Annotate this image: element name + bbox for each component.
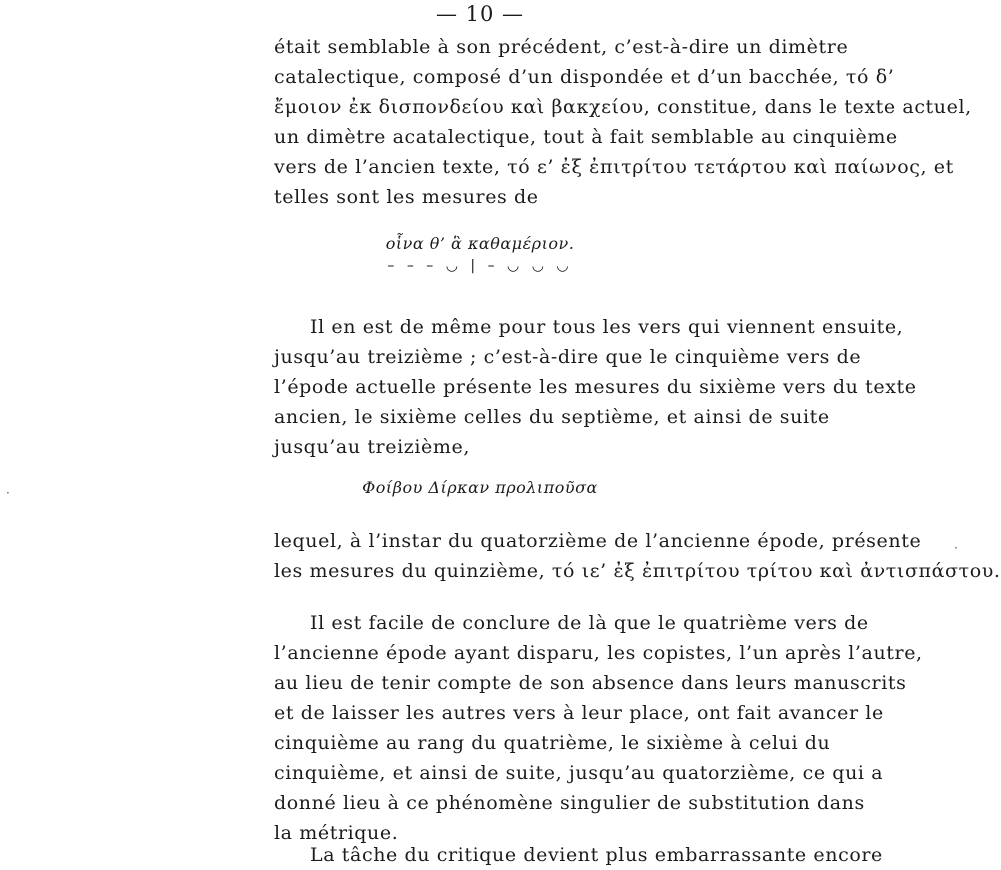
paragraph-1-line: ἔμοιον ἐκ δισπονδείου καὶ βακχείου, constitue, dans le texte actuel, <box>274 96 972 118</box>
paragraph-4-line: et de laisser les autres vers à leur place, ont fait avancer le <box>274 702 884 724</box>
greek-verse-1: οἷνα θ’ ἃ καθαμέριον. <box>385 234 575 253</box>
paragraph-4 <box>274 608 923 848</box>
paragraph-2-line: jusqu’au treizième ; c’est-à-dire que le cinquième vers de <box>274 346 862 368</box>
margin-dot-right: · <box>954 541 958 555</box>
paragraph-1-line: catalectique, composé d’un dispondée et d’un bacchée, τό δ’ <box>274 66 895 88</box>
paragraph-2-line: Il en est de même pour tous les vers qui viennent ensuite, <box>310 316 904 338</box>
paragraph-4-line: au lieu de tenir compte de son absence dans leurs manuscrits <box>274 672 907 694</box>
paragraph-4-line: cinquième au rang du quatrième, le sixième à celui du <box>274 732 831 754</box>
paragraph-4-line: cinquième, et ainsi de suite, jusqu’au quatorzième, ce qui a <box>274 762 884 784</box>
page-number: — 10 — <box>435 2 525 26</box>
paragraph-3-line: lequel, à l’instar du quatorzième de l’ancienne épode, présente <box>274 530 922 552</box>
metrical-scansion: – – – ◡ | – ◡ ◡ ◡ <box>387 258 573 274</box>
greek-verse-2: Φοίβου Δίρκαν προλιποῦσα <box>362 478 598 497</box>
paragraph-3 <box>274 526 1001 586</box>
paragraph-2-line: l’épode actuelle présente les mesures du sixième vers du texte <box>274 376 917 398</box>
paragraph-2-line: jusqu’au treizième, <box>274 436 470 458</box>
paragraph-5-line: La tâche du critique devient plus embarrassante encore <box>310 844 883 866</box>
paragraph-4-line: Il est facile de conclure de là que le quatrième vers de <box>310 612 869 634</box>
paragraph-2-line: ancien, le sixième celles du septième, et ainsi de suite <box>274 406 830 428</box>
paragraph-4-line: donné lieu à ce phénomène singulier de substitution dans <box>274 792 865 814</box>
paragraph-2 <box>274 312 917 462</box>
paragraph-1-line: était semblable à son précédent, c’est-à-dire un dimètre <box>274 36 849 58</box>
paragraph-1-line: un dimètre acatalectique, tout à fait semblable au cinquième <box>274 126 898 148</box>
paragraph-5 <box>274 840 883 870</box>
paragraph-1-line: vers de l’ancien texte, τό ε’ ἐξ ἐπιτρίτου τετάρτου καὶ παίωνος, et <box>274 156 954 178</box>
paragraph-3-line: les mesures du quinzième, τό ιε’ ἐξ ἐπιτρίτου τρίτου καὶ ἀντισπάστου. <box>274 560 1001 582</box>
paragraph-1-line: telles sont les mesures de <box>274 186 539 208</box>
paragraph-1 <box>274 32 972 212</box>
paragraph-4-line: la métrique. <box>274 822 399 844</box>
margin-dot-left: · <box>6 486 10 500</box>
paragraph-4-line: l’ancienne épode ayant disparu, les copistes, l’un après l’autre, <box>274 642 923 664</box>
